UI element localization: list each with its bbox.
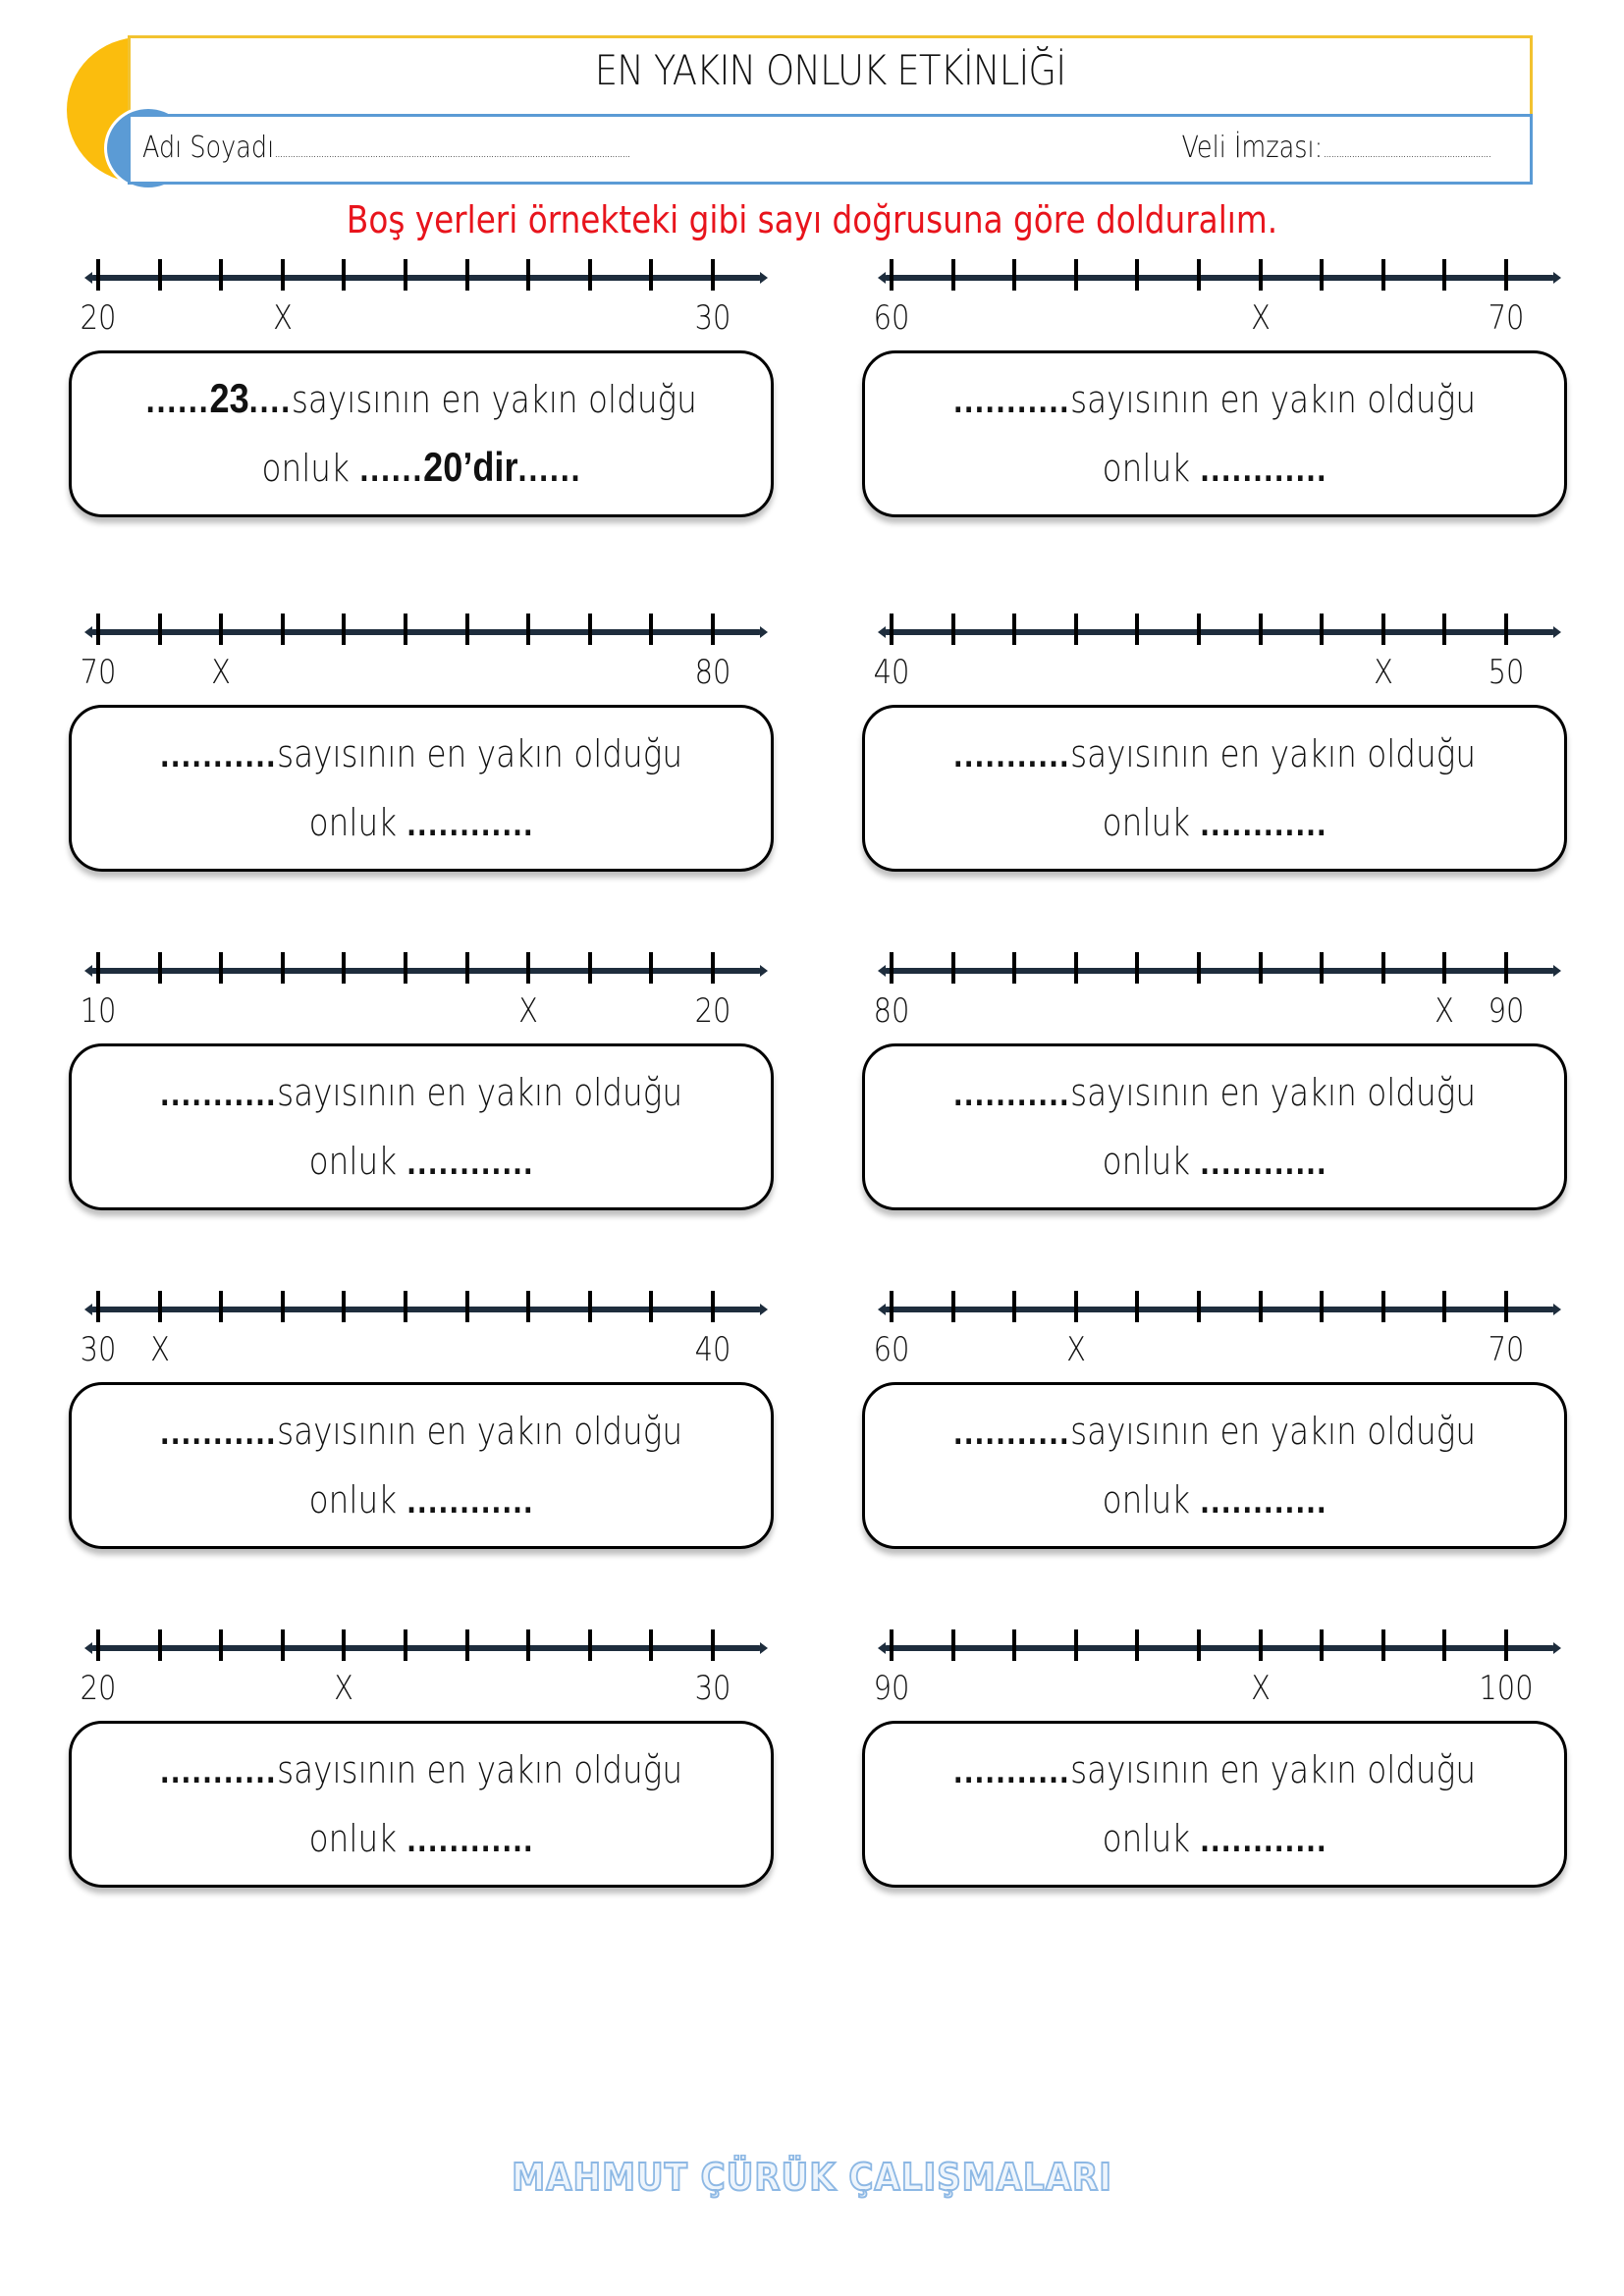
name-dots: .......................................................................................................................................... [274,142,630,161]
tick-mark [711,614,715,645]
tick-mark [1012,952,1016,984]
exercise-cell [856,1616,1573,1930]
tick-mark [1135,614,1139,645]
tick-mark [158,1629,162,1661]
tick-mark [526,614,530,645]
tick-mark [1259,614,1263,645]
number-blank[interactable]: ...... [145,380,210,421]
tick-mark [588,259,592,291]
question-text: sayısının en yakın olduğu [276,732,682,775]
answer-box [862,1721,1567,1888]
tick-mark [219,259,223,291]
tens-blank[interactable]: ............ [1200,1480,1327,1522]
answer-line [865,1475,1564,1522]
exercise-cell [63,1616,780,1930]
tick-mark [404,614,407,645]
answer-line [865,798,1564,845]
question-text: sayısının en yakın olduğu [1069,1071,1476,1114]
tick-mark [1320,259,1324,291]
tens-blank[interactable]: ............ [1200,449,1327,490]
onluk-label: onluk [261,447,350,490]
tick-mark [1135,952,1139,984]
onluk-label: onluk [1102,447,1190,490]
tens-blank[interactable]: ............ [406,1480,534,1522]
tick-mark [649,1629,653,1661]
marker-x-label: X [149,1330,170,1369]
question-line [72,375,771,422]
number-blank-trailing: . [266,734,277,775]
start-label: 20 [80,298,117,338]
tick-mark [890,1291,893,1322]
tick-mark [281,952,285,984]
tick-mark [1504,1291,1508,1322]
tick-mark [588,614,592,645]
start-label: 90 [873,1669,910,1708]
question-line [72,1407,771,1454]
tick-mark [588,1629,592,1661]
question-text: sayısının en yakın olduğu [276,1410,682,1453]
end-label: 70 [1488,1330,1525,1369]
tick-mark [649,1291,653,1322]
onluk-label: onluk [308,1817,397,1860]
tick-mark [219,1291,223,1322]
tick-mark [1135,259,1139,291]
tick-mark [1504,952,1508,984]
number-line [90,629,762,635]
tick-mark [1197,952,1201,984]
end-label: 40 [694,1330,731,1369]
start-label: 60 [873,298,910,338]
tick-mark [342,1629,346,1661]
tick-mark [1074,614,1078,645]
tick-mark [890,952,893,984]
tick-mark [1074,259,1078,291]
tick-mark [1197,1629,1201,1661]
start-label: 20 [80,1669,117,1708]
onluk-label: onluk [1102,1478,1190,1522]
tick-mark [890,614,893,645]
onluk-label: onluk [1102,1140,1190,1183]
exercise-cell [63,938,780,1253]
tick-mark [219,1629,223,1661]
tick-mark [465,259,469,291]
tick-mark [1442,614,1446,645]
tick-mark [1381,952,1385,984]
answer-line [865,1137,1564,1184]
end-label: 30 [694,1669,731,1708]
number-line [884,629,1555,635]
answer-line [72,444,771,491]
number-line [884,275,1555,281]
onluk-label: onluk [308,1478,397,1522]
tick-mark [1381,1291,1385,1322]
tens-blank[interactable]: ............ [1200,803,1327,844]
tick-mark [1012,1629,1016,1661]
tick-mark [158,614,162,645]
number-blank-trailing: . [1059,1750,1070,1791]
tick-mark [1259,1629,1263,1661]
end-label: 80 [694,653,731,692]
number-blank-trailing: . [266,1750,277,1791]
tick-mark [1074,1291,1078,1322]
number-blank-trailing: . [1059,734,1070,775]
tick-mark [951,259,955,291]
number-blank[interactable]: .......... [160,1073,267,1114]
end-label: 70 [1488,298,1525,338]
tens-blank[interactable]: ............ [1200,1819,1327,1860]
tick-mark [1442,259,1446,291]
tick-mark [951,952,955,984]
answer-line [72,1137,771,1184]
question-text: sayısının en yakın olduğu [1069,1748,1476,1791]
number-blank-trailing: . [266,1073,277,1114]
answer-box [862,1382,1567,1549]
answer-line [72,1475,771,1522]
number-blank-trailing: . [1059,380,1070,421]
end-label: 30 [694,298,731,338]
number-blank[interactable]: .......... [160,1750,267,1791]
tick-mark [1442,1291,1446,1322]
number-line [884,1645,1555,1651]
number-blank[interactable]: .......... [953,734,1060,775]
tick-mark [1259,952,1263,984]
tick-mark [1320,1291,1324,1322]
tick-mark [158,952,162,984]
number-line [90,275,762,281]
tick-mark [1135,1629,1139,1661]
tick-mark [404,259,407,291]
name-label: Adı Soyadı [142,131,275,165]
number-blank[interactable]: .......... [953,1412,1060,1453]
tick-mark [1320,1629,1324,1661]
tick-mark [342,614,346,645]
tens-blank[interactable]: ............ [406,1819,534,1860]
answer-box [862,1043,1567,1210]
question-line [865,1068,1564,1115]
marker-x-label: X [1250,298,1271,338]
number-blank-trailing: . [266,1412,277,1453]
tick-mark [649,952,653,984]
tick-mark [526,1291,530,1322]
parent-signature-field[interactable] [1182,131,1490,165]
tick-mark [951,1629,955,1661]
answer-box [69,1721,774,1888]
answer-box [69,350,774,517]
question-text: sayısının en yakın olduğu [291,378,697,421]
onluk-label: onluk [308,1140,397,1183]
onluk-label: onluk [1102,1817,1190,1860]
question-text: sayısının en yakın olduğu [1069,378,1476,421]
signature-label: Veli İmzası: [1181,131,1324,165]
marker-x-label: X [211,653,232,692]
start-label: 30 [80,1330,117,1369]
tick-mark [158,259,162,291]
tick-mark [711,952,715,984]
end-label: 50 [1488,653,1525,692]
number-answer[interactable]: 23 [209,375,249,421]
marker-x-label: X [334,1669,354,1708]
tick-mark [711,259,715,291]
tick-mark [404,952,407,984]
tick-mark [1381,1629,1385,1661]
question-text: sayısının en yakın olduğu [276,1071,682,1114]
tick-mark [404,1291,407,1322]
tick-mark [526,1629,530,1661]
tens-blank-trailing: ...... [517,449,581,490]
tick-mark [158,1291,162,1322]
onluk-label: onluk [308,801,397,844]
answer-box [69,1043,774,1210]
answer-line [865,444,1564,491]
number-blank-trailing: . [1059,1073,1070,1114]
exercise-cell [63,1277,780,1591]
tick-mark [1074,952,1078,984]
start-label: 80 [873,991,910,1031]
start-label: 40 [873,653,910,692]
answer-line [72,1814,771,1861]
tick-mark [1012,614,1016,645]
answer-box [69,705,774,872]
tick-mark [1135,1291,1139,1322]
tick-mark [711,1629,715,1661]
tick-mark [1504,614,1508,645]
number-blank-trailing: . [1059,1412,1070,1453]
tick-mark [588,952,592,984]
tick-mark [465,952,469,984]
tick-mark [1504,1629,1508,1661]
tick-mark [1442,1629,1446,1661]
number-blank[interactable]: .......... [953,380,1060,421]
tick-mark [281,259,285,291]
end-label: 100 [1479,1669,1534,1708]
tick-mark [465,1291,469,1322]
number-blank[interactable]: .......... [953,1073,1060,1114]
exercise-cell [63,245,780,560]
page-title: EN YAKIN ONLUK ETKİNLİĞİ [594,46,1066,94]
answer-line [865,1814,1564,1861]
student-name-field[interactable] [142,131,629,165]
marker-x-label: X [1065,1330,1086,1369]
question-line [865,729,1564,776]
tick-mark [219,614,223,645]
tick-mark [1320,614,1324,645]
tick-mark [96,1291,100,1322]
marker-x-label: X [1373,653,1393,692]
tick-mark [281,614,285,645]
tens-blank[interactable]: ............ [1200,1142,1327,1183]
tens-blank[interactable]: ............ [406,803,534,844]
start-label: 60 [873,1330,910,1369]
answer-box [862,705,1567,872]
tick-mark [1197,614,1201,645]
footer-watermark: MAHMUT ÇÜRÜK ÇALIŞMALARI [512,2156,1112,2199]
tick-mark [1259,259,1263,291]
title-box [128,35,1533,118]
tick-mark [1381,259,1385,291]
instruction-text: Boş yerleri örnekteki gibi sayı doğrusuna göre dolduralım. [346,198,1278,241]
exercise-cell [63,600,780,914]
tick-mark [890,259,893,291]
exercise-cell [856,1277,1573,1591]
tick-mark [890,1629,893,1661]
question-line [72,1068,771,1115]
tick-mark [281,1629,285,1661]
tick-mark [588,1291,592,1322]
tick-mark [96,259,100,291]
number-blank[interactable]: .......... [160,1412,267,1453]
tens-answer[interactable]: 20’dir [422,444,518,490]
tick-mark [1197,259,1201,291]
answer-line [72,798,771,845]
tick-mark [1197,1291,1201,1322]
tick-mark [281,1291,285,1322]
tens-blank[interactable]: ...... [358,449,423,490]
tick-mark [951,1291,955,1322]
tick-mark [526,952,530,984]
marker-x-label: X [272,298,293,338]
start-label: 70 [80,653,117,692]
question-line [865,1407,1564,1454]
tick-mark [1442,952,1446,984]
tick-mark [96,952,100,984]
name-box [128,114,1533,185]
tick-mark [465,1629,469,1661]
tick-mark [526,259,530,291]
question-text: sayısının en yakın olduğu [1069,1410,1476,1453]
number-line [90,1645,762,1651]
tick-mark [1259,1291,1263,1322]
number-blank[interactable]: .......... [160,734,267,775]
question-line [72,729,771,776]
marker-x-label: X [1250,1669,1271,1708]
tick-mark [342,952,346,984]
tick-mark [465,614,469,645]
question-text: sayısının en yakın olduğu [1069,732,1476,775]
tick-mark [649,259,653,291]
tick-mark [1320,952,1324,984]
exercise-cell [856,600,1573,914]
exercise-cell [856,938,1573,1253]
tens-blank[interactable]: ............ [406,1142,534,1183]
tick-mark [649,614,653,645]
end-label: 20 [694,991,731,1031]
number-blank-trailing: .... [248,380,292,421]
tick-mark [96,1629,100,1661]
tick-mark [711,1291,715,1322]
signature-dots: ................................................................. [1323,142,1490,161]
tick-mark [951,614,955,645]
tick-mark [1504,259,1508,291]
question-text: sayısının en yakın olduğu [276,1748,682,1791]
question-line [72,1745,771,1792]
number-line [90,1307,762,1312]
answer-box [862,350,1567,517]
number-line [90,968,762,974]
marker-x-label: X [518,991,539,1031]
tick-mark [1381,614,1385,645]
tick-mark [1012,259,1016,291]
answer-box [69,1382,774,1549]
tick-mark [342,1291,346,1322]
onluk-label: onluk [1102,801,1190,844]
number-line [884,1307,1555,1312]
tick-mark [342,259,346,291]
number-line [884,968,1555,974]
number-blank[interactable]: .......... [953,1750,1060,1791]
question-line [865,1745,1564,1792]
tick-mark [219,952,223,984]
exercise-cell [856,245,1573,560]
question-line [865,375,1564,422]
end-label: 90 [1488,991,1525,1031]
marker-x-label: X [1435,991,1455,1031]
tick-mark [1074,1629,1078,1661]
tick-mark [1012,1291,1016,1322]
start-label: 10 [80,991,117,1031]
tick-mark [96,614,100,645]
tick-mark [404,1629,407,1661]
